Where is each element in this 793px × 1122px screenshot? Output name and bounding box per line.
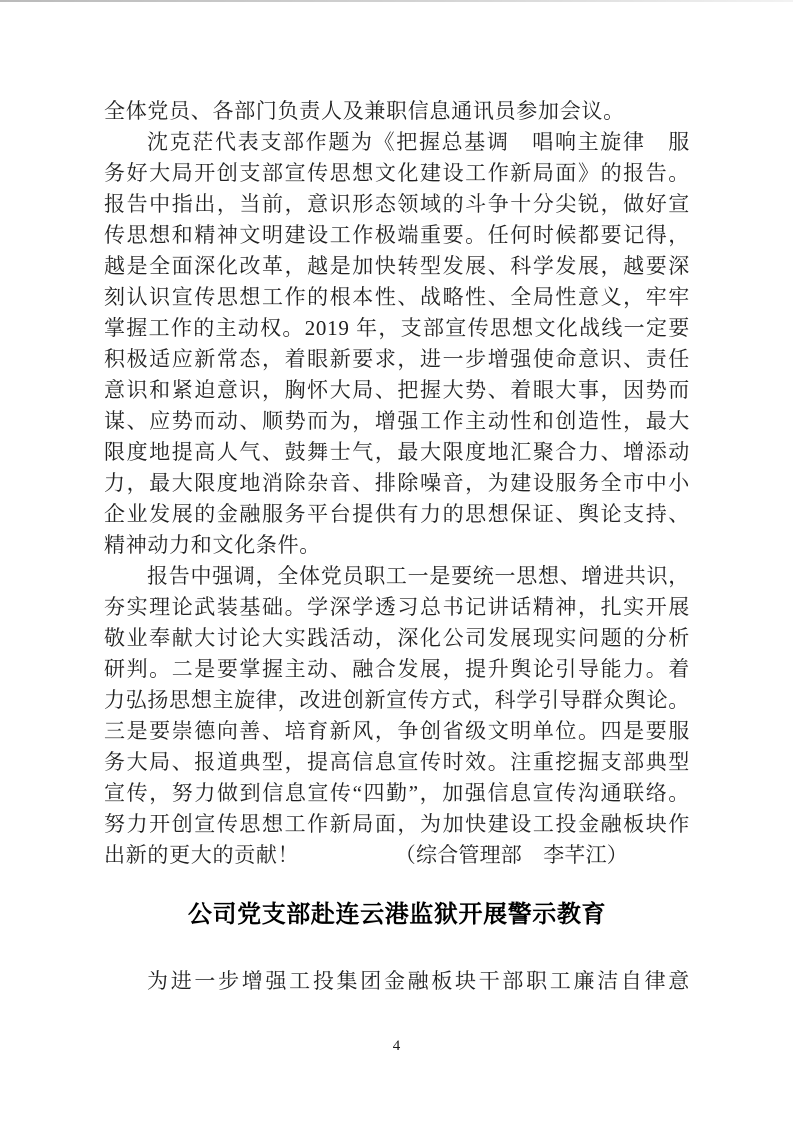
text-line: 努力开创宣传思想工作新局面，为加快建设工投金融板块作 (104, 812, 690, 836)
text-line: 限度地提高人气、鼓舞士气，最大限度地汇聚合力、增添动 (104, 440, 690, 464)
text-line: 务好大局开创支部宣传思想文化建设工作新局面》的报告。 (104, 161, 690, 185)
article-title: 公司党支部赴连云港监狱开展警示教育 (187, 901, 607, 928)
text-line: 研判。二是要掌握主动、融合发展，提升舆论引导能力。着 (104, 657, 690, 681)
closing-sentence: 出新的更大的贡献！ (104, 843, 300, 867)
text-line: 力弘扬思想主旋律，改进创新宣传方式，科学引导群众舆论。 (104, 688, 690, 712)
text-line: 企业发展的金融服务平台提供有力的思想保证、舆论支持、 (104, 502, 690, 526)
text-line: 敬业奉献大讨论大实践活动，深化公司发展现实问题的分析 (104, 626, 690, 650)
text-line: 报告中强调，全体党员职工一是要统一思想、增进共识， (147, 564, 690, 588)
text-line: 报告中指出，当前，意识形态领域的斗争十分尖锐，做好宣 (104, 192, 690, 216)
text-line: 全体党员、各部门负责人及兼职信息通讯员参加会议。 (104, 99, 625, 123)
text-line: 沈克茫代表支部作题为《把握总基调 唱响主旋律 服 (147, 130, 690, 154)
text-line: 越是全面深化改革，越是加快转型发展、科学发展，越要深 (104, 254, 690, 278)
text-line: 务大局、报道典型，提高信息宣传时效。注重挖掘支部典型 (104, 750, 690, 774)
text-line: 精神动力和文化条件。 (104, 533, 321, 557)
text-line: 谋、应势而动、顺势而为，增强工作主动性和创造性，最大 (104, 409, 690, 433)
attribution-row (104, 840, 690, 871)
text-line: 为进一步增强工投集团金融板块干部职工廉洁自律意 (147, 969, 690, 993)
text-line: 传思想和精神文明建设工作极端重要。任何时候都要记得， (104, 223, 690, 247)
text-line: 三是要崇德向善、培育新风，争创省级文明单位。四是要服 (104, 719, 690, 743)
text-line: 夯实理论武装基础。学深学透习总书记讲话精神，扎实开展 (104, 595, 690, 619)
text-line: 掌握工作的主动权。2019 年，支部宣传思想文化战线一定要 (104, 316, 690, 340)
text-line: 积极适应新常态，着眼新要求，进一步增强使命意识、责任 (104, 347, 690, 371)
attribution-byline: （综合管理部 李芊江） (394, 843, 628, 867)
page-number: 4 (392, 1038, 401, 1054)
text-line: 刻认识宣传思想工作的根本性、战略性、全局性意义，牢牢 (104, 285, 690, 309)
body-text (104, 96, 690, 997)
text-line: 意识和紧迫意识，胸怀大局、把握大势、着眼大事，因势而 (104, 378, 690, 402)
scan-edge-artifact (0, 0, 793, 2)
text-line: 力，最大限度地消除杂音、排除噪音，为建设服务全市中小 (104, 471, 690, 495)
text-line: 宣传，努力做到信息宣传“四勤”，加强信息宣传沟通联络。 (104, 781, 690, 805)
